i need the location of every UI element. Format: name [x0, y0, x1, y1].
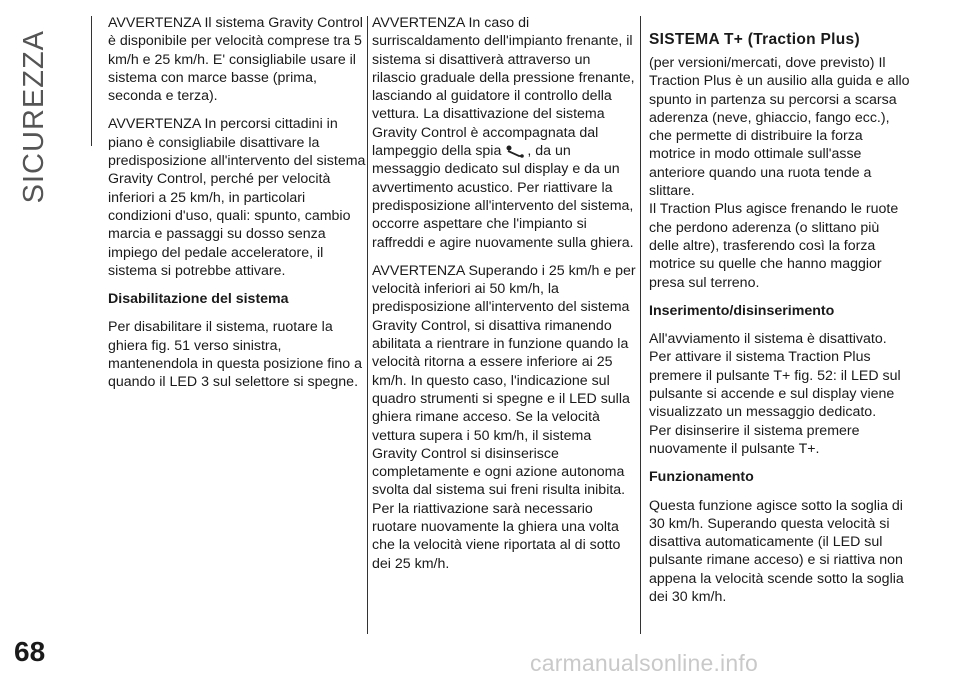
- section-title: SISTEMA T+ (Traction Plus): [649, 31, 860, 48]
- warning-paragraph: [372, 14, 636, 252]
- page-number: 68: [14, 636, 46, 667]
- body-paragraph: Per disinserire il sistema premere nuovamente il pulsante T+.: [649, 422, 860, 457]
- column-divider-2: [640, 16, 641, 634]
- text-column-1: [108, 14, 372, 402]
- body-paragraph: Per disabilitare il sistema, ruotare la ghiera fig. 51 verso sinistra, mantenendola in questa posizione fino a quando il LED 3 sul selettore si spegne.: [108, 319, 362, 391]
- section-heading: Inserimento/disinserimento: [649, 302, 835, 319]
- warning-paragraph: AVVERTENZA In percorsi cittadini in piano è consigliabile disattivare la predisposizione all'intervento del sistema Gravity Control, perché per velocità inferiori a 25 km/h, in particolari condizioni d'uso, quali: spunto, cambio marcia e passaggi su dosso senza impiego del pedale acceleratore, il sistema si potrebbe attivare.: [108, 116, 366, 279]
- section-heading: Funzionamento: [649, 469, 754, 486]
- text-column-3: [649, 14, 911, 616]
- body-paragraph: All'avviamento il sistema è disattivato. Per attivare il sistema Traction Plus premere il pulsante T+ fig. 52: il LED sul pulsante si accende e sul display viene visualizzato un messaggio dedicato.: [649, 331, 901, 421]
- column-divider-0: [91, 16, 92, 146]
- section-title-text: SICUREZZA: [18, 30, 50, 204]
- hill-descent-warning-icon: [505, 143, 527, 159]
- section-heading: Disabilitazione del sistema: [108, 291, 289, 308]
- warning-paragraph: AVVERTENZA Il sistema Gravity Control è disponibile per velocità comprese tra 5 km/h e 25 km/h. E' consigliabile usare il sistema con marce basse (prima, seconda e terza).: [108, 15, 363, 105]
- body-paragraph: Il Traction Plus agisce frenando le ruote che perdono aderenza (o slittano più delle altre), trasferendo così la forza motrice su quelle che hanno maggior presa sul terreno.: [649, 201, 899, 291]
- body-paragraph: (per versioni/mercati, dove previsto) Il Traction Plus è un ausilio alla guida e allo spunto in partenza su percorsi a scarsa aderenza (neve, ghiaccio, fango ecc.), che permette di distribuire la forza motrice in modo ottimale sull'asse anteriore quando una ruota tende a slittare.: [649, 55, 910, 200]
- section-title-vertical: [6, 30, 76, 204]
- body-paragraph: Questa funzione agisce sotto la soglia di 30 km/h. Superando questa velocità si disattiva automaticamente (il LED sul pulsante rimane acceso) e si riattiva non appena la velocità scende sotto la soglia dei 30 km/h.: [649, 497, 904, 606]
- text-column-2: [372, 14, 636, 583]
- warning-text-end: , da un messaggio dedicato sul display e da un avvertimento acustico. Per riattivare la predisposizione all'intervento del sistema, occorre aspettare che l'impianto si raffreddi e agire nuovamente sulla ghiera.: [372, 143, 634, 251]
- watermark: carmanualsonline.info: [530, 650, 758, 676]
- warning-text-start: AVVERTENZA In caso di surriscaldamento dell'impianto frenante, il sistema si disattiverà attraverso un rilascio graduale della pressione frenante, lasciando al guidatore il controllo della vettura. La disattivazione del sistema Gravity Control è accompagnata dal lampeggio della spia: [372, 15, 635, 160]
- warning-paragraph: AVVERTENZA Superando i 25 km/h e per velocità inferiori ai 50 km/h, la predisposizione all'intervento del sistema Gravity Control, si disattiva rimanendo abilitata a rientrare in funzione quando la velocità ritorna a essere inferiore ai 25 km/h. In questo caso, l'indicazione sul quadro strumenti si spegne e il LED sulla ghiera rimane acceso. Se la velocità vettura supera i 50 km/h, il sistema Gravity Control si disinserisce completamente e ogni azione autonoma svolta dal sistema sui freni risulta inibita. Per la riattivazione sarà necessario ruotare nuovamente la ghiera una volta che la velocità viene riportata al di sotto dei 25 km/h.: [372, 262, 636, 572]
